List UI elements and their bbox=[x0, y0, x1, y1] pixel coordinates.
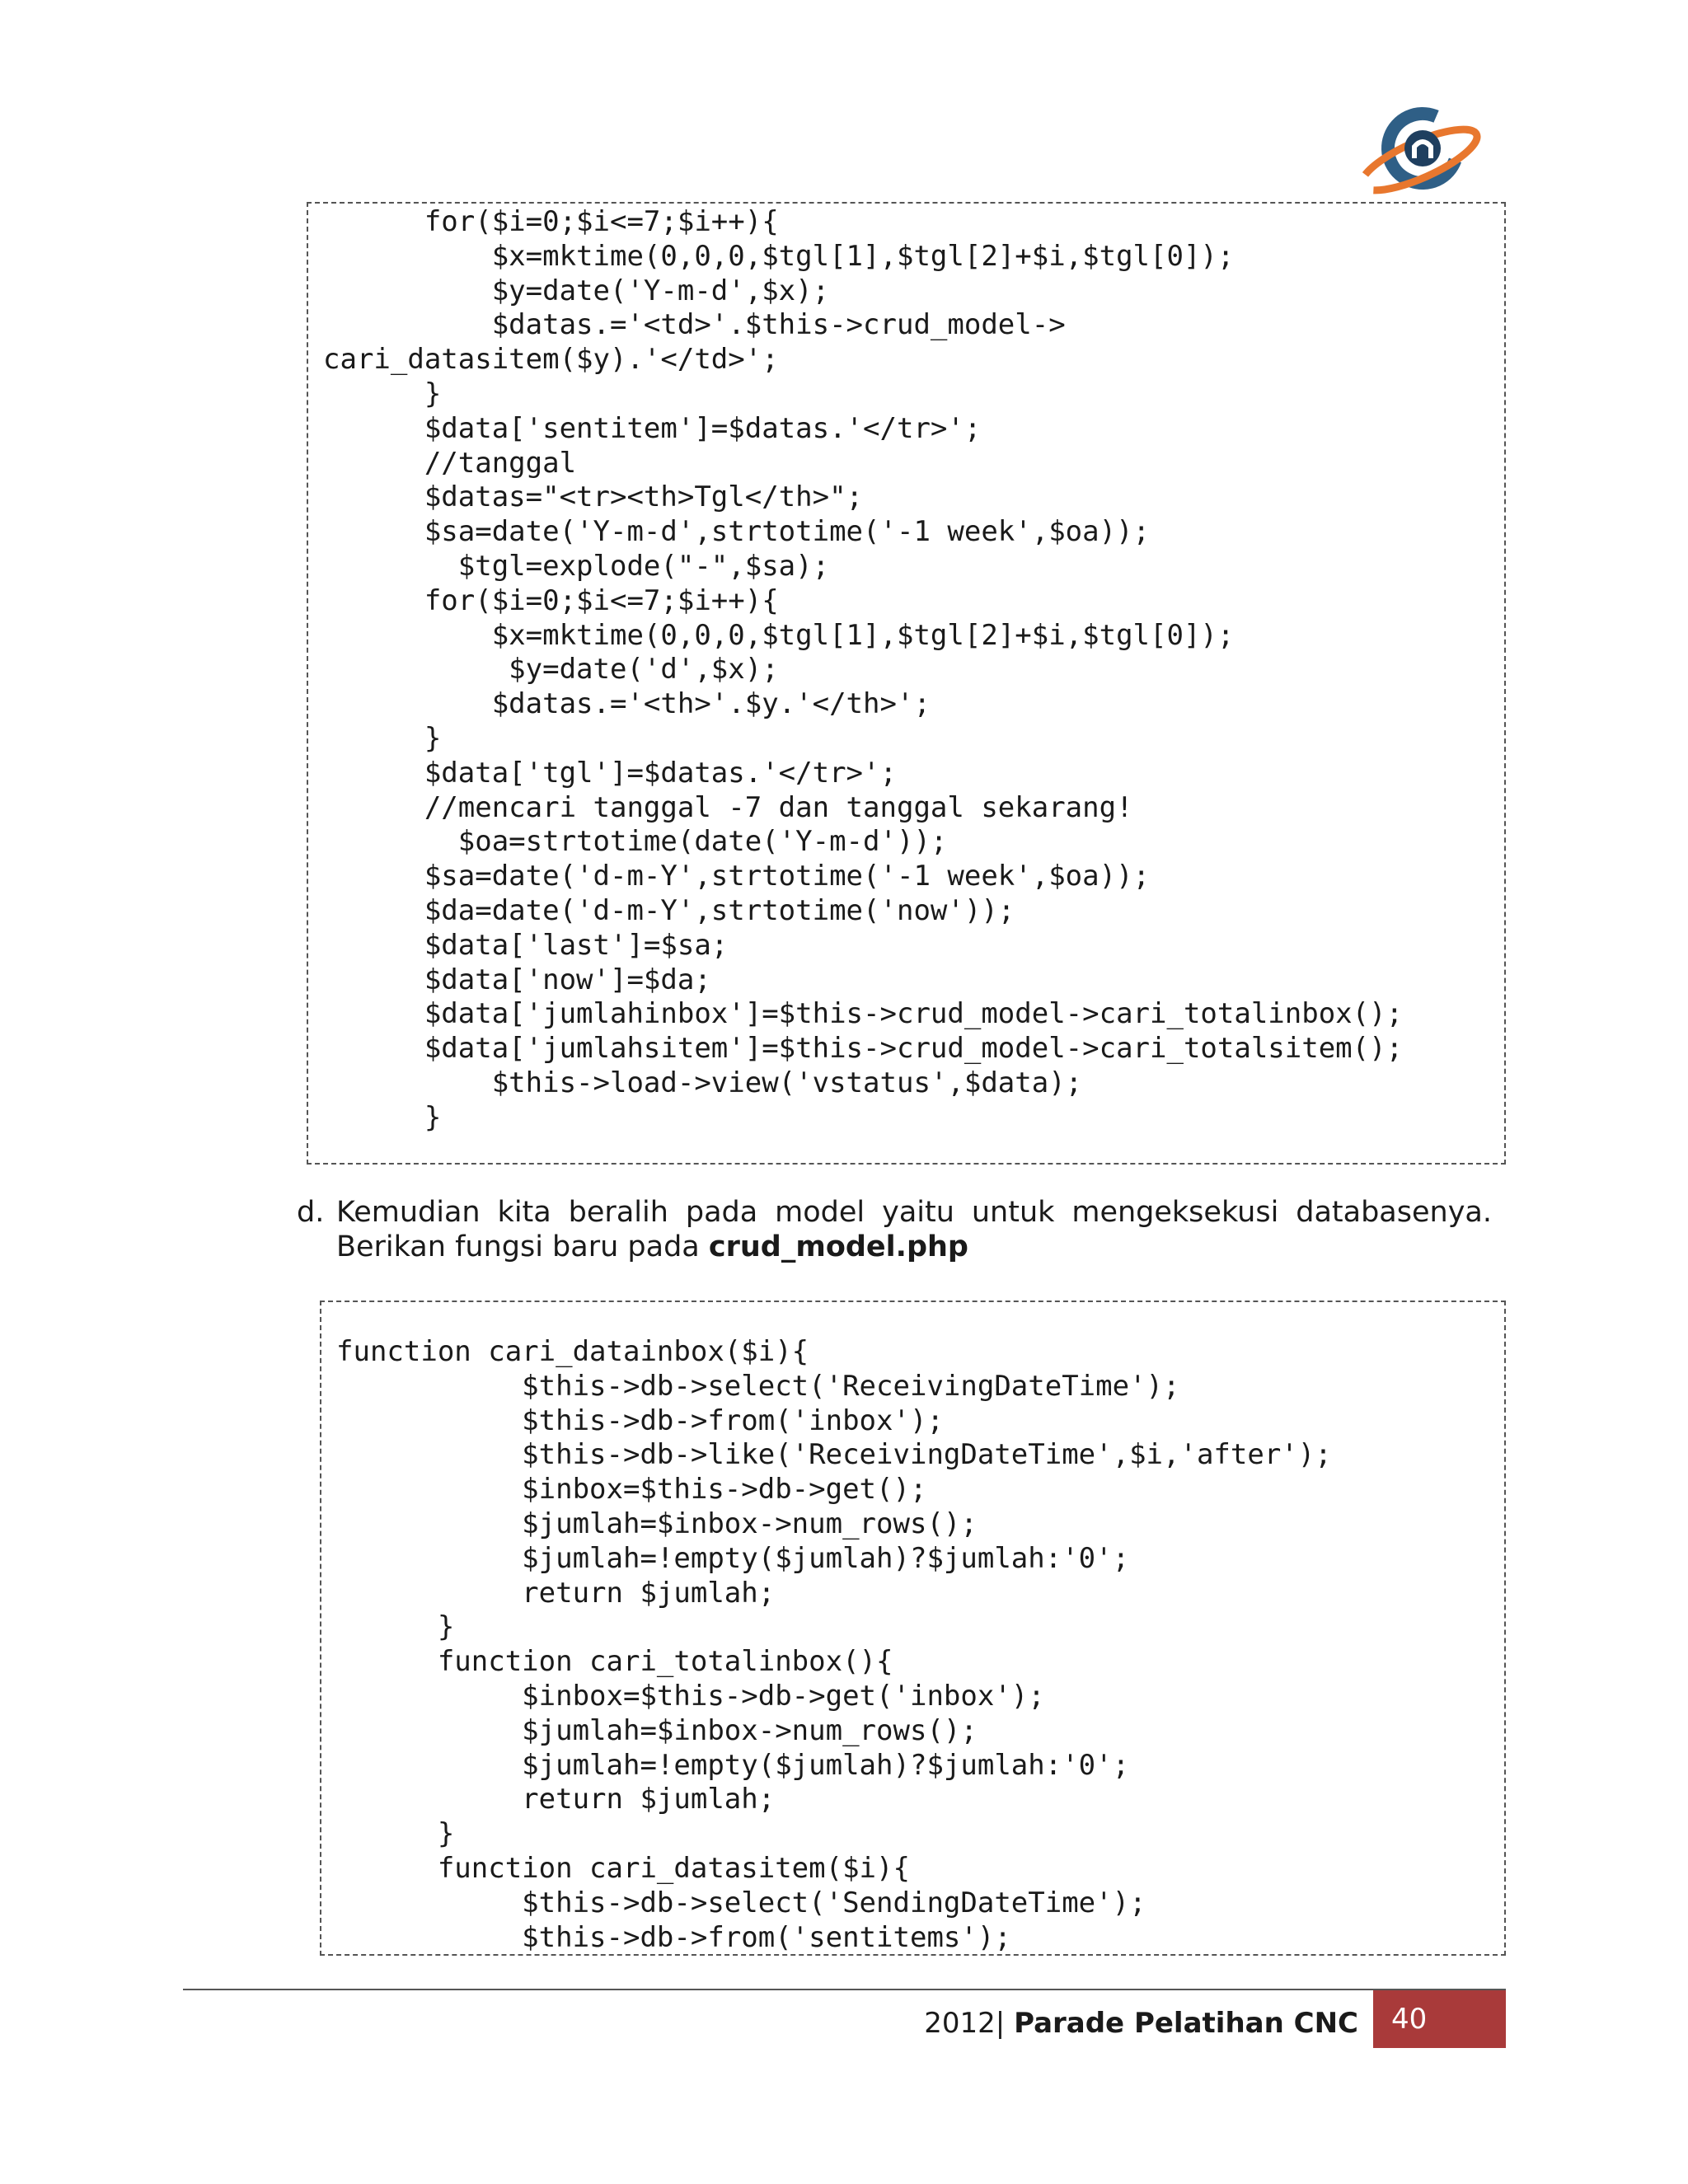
code-block-controller bbox=[307, 202, 1506, 1165]
step-text-line1: Kemudian kita beralih pada model yaitu untuk mengeksekusi databasenya. bbox=[336, 1196, 1492, 1229]
cnc-logo-icon bbox=[1352, 97, 1493, 203]
code-text: for($i=0;$i<=7;$i++){ $x=mktime(0,0,0,$tgl[1],$tgl[2]+$i,$tgl[0]); $y=date('Y-m-d',$x); $datas.='<td>'.$this->crud_model-> cari_datasitem($y).'</td>'; } $data['sentitem']=$datas.'</tr>'; //tanggal $datas="<tr><th>Tgl</th>"; $sa=date('Y-m-d',strtotime('-1 week',$oa)); $tgl=explode("-",$sa); for($i=0;$i<=7;$i++){ $x=mktime(0,0,0,$tgl[1],$tgl[2]+$i,$tgl[0]); $y=date('d',$x); $datas.='<th>'.$y.'</th>'; } $data['tgl']=$datas.'</tr>'; //mencari tanggal -7 dan tanggal sekarang! $oa=strtotime(date('Y-m-d')); $sa=date('d-m-Y',strtotime('-1 week',$oa)); $da=date('d-m-Y',strtotime('now')); $data['last']=$sa; $data['now']=$da; $data['jumlahinbox']=$this->crud_model->cari_totalinbox(); $data['jumlahsitem']=$this->crud_model->cari_totalsitem(); $this->load->view('vstatus',$data); } bbox=[323, 205, 1404, 1134]
page-number: 40 bbox=[1391, 2003, 1428, 2036]
footer-label bbox=[924, 2000, 1358, 2046]
footer-divider bbox=[183, 1989, 1506, 1990]
code-block-model bbox=[320, 1301, 1506, 1956]
footer-title: Parade Pelatihan CNC bbox=[1014, 2007, 1358, 2040]
list-marker: d. bbox=[297, 1196, 325, 1229]
step-d-paragraph bbox=[297, 1195, 1492, 1264]
step-text-line2: Berikan fungsi baru pada bbox=[336, 1230, 709, 1263]
footer-year: 2012 bbox=[924, 2007, 996, 2040]
footer-separator: | bbox=[995, 2007, 1006, 2040]
file-name: crud_model.php bbox=[708, 1230, 968, 1263]
code-text: function cari_datainbox($i){ $this->db->select('ReceivingDateTime'); $this->db->from('inbox'); $this->db->like('ReceivingDateTime',$i,'after'); $inbox=$this->db->get(); $jumlah=$inbox->num_rows(); $jumlah=!empty($jumlah)?$jumlah:'0'; return $jumlah; } function cari_totalinbox(){ $inbox=$this->db->get('inbox'); $jumlah=$inbox->num_rows(); $jumlah=!empty($jumlah)?$jumlah:'0'; return $jumlah; } function cari_datasitem($i){ $this->db->select('SendingDateTime'); $this->db->from('sentitems'); bbox=[336, 1335, 1332, 1954]
page-number-badge bbox=[1373, 1990, 1506, 2048]
